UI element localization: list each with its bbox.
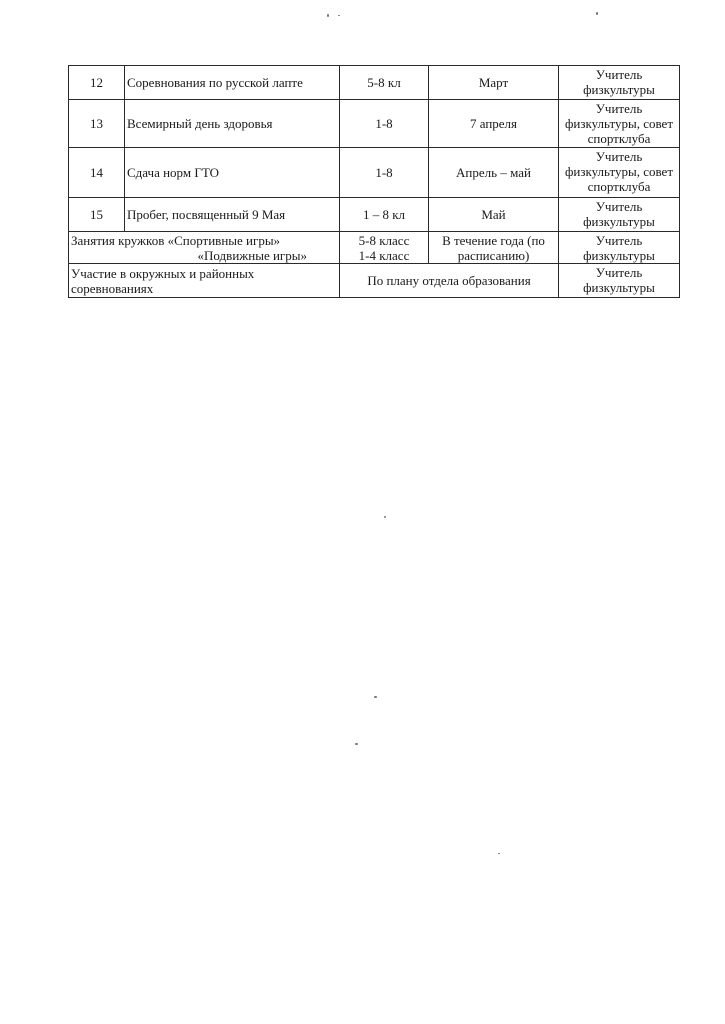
event-date: Май: [429, 198, 559, 232]
clubs-grade-2: 1-4 класс: [358, 247, 410, 263]
clubs-row: [69, 232, 680, 264]
sports-events-table: [68, 65, 680, 298]
scan-speck: [327, 14, 329, 17]
scan-speck: [498, 853, 500, 854]
clubs-grade-1: 5-8 класс: [358, 232, 410, 248]
competitions-row: [69, 264, 680, 298]
scan-speck: [384, 516, 386, 518]
row-number: 13: [69, 100, 125, 148]
row-number: 14: [69, 148, 125, 198]
scan-speck: [374, 696, 377, 698]
table-row: [69, 66, 680, 100]
grade-range: 5-8 кл: [340, 66, 429, 100]
event-date: Апрель – май: [429, 148, 559, 198]
responsible-person: Учитель физкультуры: [559, 232, 680, 264]
responsible-person: Учитель физкультуры: [559, 66, 680, 100]
scan-speck: [596, 12, 598, 15]
event-date: Март: [429, 66, 559, 100]
clubs-schedule: В течение года (по расписанию): [429, 232, 559, 264]
clubs-line-2: «Подвижные игры»: [197, 247, 307, 263]
row-number: 12: [69, 66, 125, 100]
grade-range: 1-8: [340, 100, 429, 148]
event-name: Соревнования по русской лапте: [125, 66, 340, 100]
responsible-person: Учитель физкультуры: [559, 198, 680, 232]
table-row: [69, 100, 680, 148]
table-row: [69, 198, 680, 232]
responsible-person: Учитель физкультуры, совет спортклуба: [559, 148, 680, 198]
grade-range: 1-8: [340, 148, 429, 198]
responsible-person: Учитель физкультуры: [559, 264, 680, 298]
clubs-grades: [340, 232, 429, 264]
event-name: Всемирный день здоровья: [125, 100, 340, 148]
event-name: Сдача норм ГТО: [125, 148, 340, 198]
clubs-line-1: Занятия кружков «Спортивные игры»: [71, 232, 281, 248]
competitions-schedule: По плану отдела образования: [340, 264, 559, 298]
scan-speck: [338, 15, 340, 16]
event-date: 7 апреля: [429, 100, 559, 148]
event-name: Пробег, посвященный 9 Мая: [125, 198, 340, 232]
table-row: [69, 148, 680, 198]
grade-range: 1 – 8 кл: [340, 198, 429, 232]
responsible-person: Учитель физкультуры, совет спортклуба: [559, 100, 680, 148]
competitions-description: Участие в окружных и районных соревнованиях: [69, 264, 340, 298]
row-number: 15: [69, 198, 125, 232]
clubs-description: [69, 232, 340, 264]
scan-speck: [355, 743, 358, 745]
